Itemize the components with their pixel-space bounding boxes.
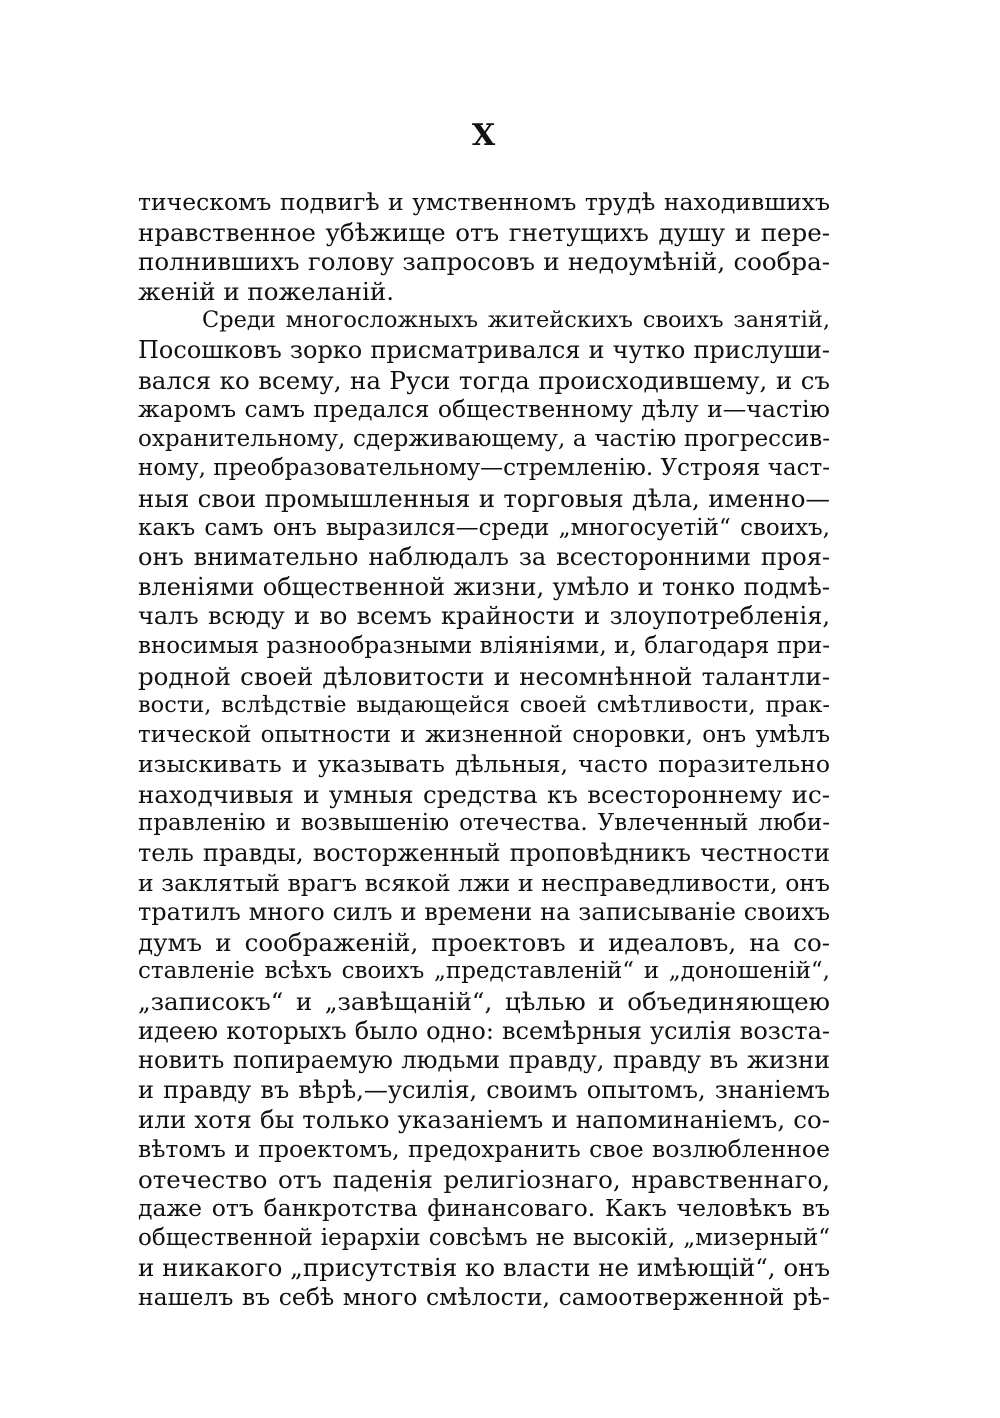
text-line: изыскивать и указывать дѣльныя, часто поразительно [138, 750, 830, 779]
body-text [138, 188, 830, 1313]
text-line: думъ и соображеній, проектовъ и идеаловъ, на со- [138, 927, 830, 957]
text-line: вости, вслѣдствіе выдающейся своей смѣтливости, прак- [138, 692, 830, 719]
text-line: родной своей дѣловитости и несомнѣнной талантли- [138, 661, 830, 691]
text-line: вался ко всему, на Руси тогда происходившему, и съ [138, 365, 830, 395]
text-line: тель правды, восторженный проповѣдникъ честности [138, 839, 830, 868]
text-line: онъ внимательно наблюдалъ за всесторонними проя- [138, 543, 830, 572]
page-number: X [471, 118, 497, 153]
text-line: общественной іерархіи совсѣмъ не высокій, „мизерный“ [138, 1224, 830, 1251]
text-line: находчивыя и умныя средства къ всестороннему ис- [138, 779, 830, 809]
text-line: нравственное убѣжище отъ гнетущихъ душу и пере- [138, 217, 830, 247]
text-line: ныя свои промышленныя и торговыя дѣла, именно— [138, 483, 830, 513]
text-line: какъ самъ онъ выразился—среди „многосуетій“ своихъ, [138, 514, 830, 541]
text-line: Посошковъ зорко присматривался и чутко прислуши- [138, 335, 830, 364]
text-line: тическомъ подвигѣ и умственномъ трудѣ находившихъ [138, 188, 830, 216]
text-line: и правду въ вѣрѣ,—усилія, своимъ опытомъ, знаніемъ [138, 1075, 830, 1104]
text-line: ставленіе всѣхъ своихъ „представленій“ и „доношеній“, [138, 958, 830, 985]
text-line: Среди многосложныхъ житейскихъ своихъ занятій, [202, 307, 830, 334]
text-line: вѣтомъ и проектомъ, предохранить свое возлюбленное [138, 1135, 830, 1163]
text-line: вносимыя разнообразными вліяніями, и, благодаря при- [138, 632, 830, 659]
text-line: чалъ всюду и во всемъ крайности и злоупотребленія, [138, 602, 830, 631]
text-line: охранительному, сдерживающему, а частію прогрессив- [138, 425, 830, 452]
text-line: вленіями общественной жизни, умѣло и тонко подмѣ- [138, 572, 830, 601]
text-line: „записокъ“ и „завѣщаній“, цѣлью и объединяющею [138, 987, 830, 1017]
text-line: ному, преобразовательному—стремленію. Устрояя част- [138, 455, 830, 482]
text-line: тратилъ много силъ и времени на записываніе своихъ [138, 898, 830, 927]
text-line: идеею которыхъ было одно: всемѣрныя усилія возста- [138, 1016, 830, 1045]
text-line: или хотя бы только указаніемъ и напоминаніемъ, со- [138, 1105, 830, 1135]
text-line: нашелъ въ себѣ много смѣлости, самоотверженной рѣ- [138, 1282, 830, 1311]
text-line: правленію и возвышенію отечества. Увлеченный люби- [138, 810, 830, 837]
text-line: отечество отъ паденія религіознаго, нравственнаго, [138, 1164, 830, 1194]
text-line: полнившихъ голову запросовъ и недоумѣній, сообра- [138, 247, 830, 277]
text-line: женій и пожеланій. [138, 276, 395, 306]
text-line: и заклятый врагъ всякой лжи и несправедливости, онъ [138, 868, 830, 897]
text-line: и никакого „присутствія ко власти не имѣющій“, онъ [138, 1253, 831, 1283]
text-line: жаромъ самъ предался общественному дѣлу и—частію [138, 395, 830, 424]
text-line: даже отъ банкротства финансоваго. Какъ человѣкъ въ [138, 1194, 830, 1223]
text-line: новить попираемую людьми правду, правду въ жизни [138, 1046, 830, 1075]
text-line: тической опытности и жизненной сноровки, онъ умѣлъ [138, 721, 830, 748]
